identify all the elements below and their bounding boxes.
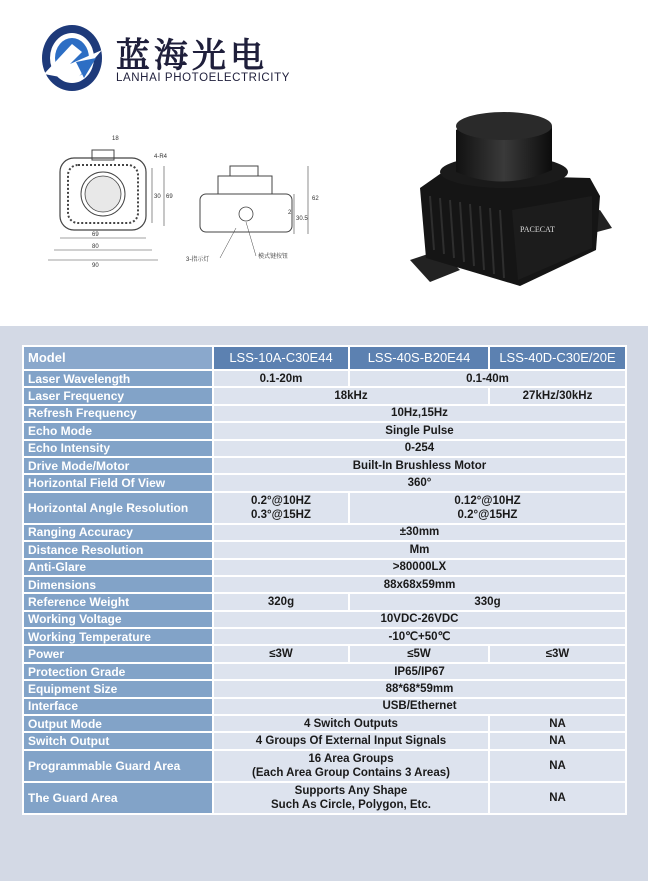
row-label: Horizontal Angle Resolution: [23, 492, 213, 524]
row-label: Output Mode: [23, 715, 213, 732]
cell: [213, 492, 349, 524]
row-label: Working Temperature: [23, 628, 213, 645]
table-header-row: [23, 346, 626, 370]
row-label: Power: [23, 645, 213, 662]
cell: Mm: [213, 541, 626, 558]
cell: IP65/IP67: [213, 663, 626, 680]
cell: [349, 492, 626, 524]
cell: 4 Switch Outputs: [213, 715, 489, 732]
table-row: [23, 541, 626, 558]
cell: USB/Ethernet: [213, 698, 626, 715]
dim-label: 62: [312, 196, 319, 202]
cell: 0-254: [213, 440, 626, 457]
spec-table: [22, 345, 627, 815]
table-row: [23, 750, 626, 782]
cell: 0.1-40m: [349, 370, 626, 387]
product-image: [400, 100, 620, 300]
cell: ≤5W: [349, 645, 489, 662]
product-label: PACECAT: [520, 225, 555, 234]
table-row: [23, 559, 626, 576]
cell-line: 0.12°@10HZ: [454, 494, 521, 507]
cell: ≤3W: [213, 645, 349, 662]
brand-name-cn: 蓝海光电: [116, 36, 268, 76]
table-row: [23, 524, 626, 541]
cell: 360°: [213, 474, 626, 491]
cell: 330g: [349, 593, 626, 610]
company-logo-icon: [36, 22, 108, 94]
cell: Built-In Brushless Motor: [213, 457, 626, 474]
cell: NA: [489, 782, 626, 814]
row-label: Distance Resolution: [23, 541, 213, 558]
dim-label: 90: [92, 263, 99, 269]
row-label: Protection Grade: [23, 663, 213, 680]
table-row: [23, 492, 626, 524]
cell: 27kHz/30kHz: [489, 387, 626, 404]
table-row: [23, 680, 626, 697]
dim-label: 30: [154, 194, 161, 200]
row-label: Refresh Frequency: [23, 405, 213, 422]
technical-drawing: [40, 128, 380, 288]
cell: ±30mm: [213, 524, 626, 541]
cell: 4 Groups Of External Input Signals: [213, 732, 489, 749]
table-row: [23, 405, 626, 422]
dim-label: 80: [92, 244, 99, 250]
cell-line: 0.2°@10HZ: [251, 494, 311, 507]
cell: >80000LX: [213, 559, 626, 576]
table-row: [23, 698, 626, 715]
table-row: [23, 440, 626, 457]
cell: 88*68*59mm: [213, 680, 626, 697]
table-row: [23, 628, 626, 645]
cell-line: 16 Area Groups: [308, 752, 394, 765]
cell: 320g: [213, 593, 349, 610]
cell: NA: [489, 732, 626, 749]
cell: NA: [489, 750, 626, 782]
cell-line: Such As Circle, Polygon, Etc.: [271, 798, 431, 811]
table-row: [23, 457, 626, 474]
row-label: Ranging Accuracy: [23, 524, 213, 541]
header-model-2: LSS-40S-B20E44: [349, 346, 489, 370]
table-row: [23, 370, 626, 387]
row-label: Interface: [23, 698, 213, 715]
row-label: Anti-Glare: [23, 559, 213, 576]
dim-label: 4-R4: [154, 154, 168, 160]
table-row: [23, 422, 626, 439]
header-model-3: LSS-40D-C30E/20E: [489, 346, 626, 370]
table-row: [23, 474, 626, 491]
cell: NA: [489, 715, 626, 732]
row-label: Programmable Guard Area: [23, 750, 213, 782]
cell-line: 0.3°@15HZ: [251, 508, 311, 521]
table-row: [23, 611, 626, 628]
cell: 10VDC-26VDC: [213, 611, 626, 628]
row-label: Horizontal Field Of View: [23, 474, 213, 491]
cell: 88x68x59mm: [213, 576, 626, 593]
dim-label: 69: [92, 232, 99, 238]
table-row: [23, 782, 626, 814]
cell: 0.1-20m: [213, 370, 349, 387]
dim-label: 18: [112, 136, 119, 142]
cell: Single Pulse: [213, 422, 626, 439]
row-label: The Guard Area: [23, 782, 213, 814]
header-model-1: LSS-10A-C30E44: [213, 346, 349, 370]
cell-line: 0.2°@15HZ: [457, 508, 518, 521]
row-label: Laser Wavelength: [23, 370, 213, 387]
row-label: Drive Mode/Motor: [23, 457, 213, 474]
dim-label: 69: [166, 194, 173, 200]
cell: -10℃+50℃: [213, 628, 626, 645]
row-label: Reference Weight: [23, 593, 213, 610]
row-label: Equipment Size: [23, 680, 213, 697]
table-row: [23, 732, 626, 749]
drawing-note: 3-指示灯: [186, 257, 210, 263]
cell-line: (Each Area Group Contains 3 Areas): [252, 766, 450, 779]
cell: [213, 782, 489, 814]
row-label: Working Voltage: [23, 611, 213, 628]
table-row: [23, 576, 626, 593]
table-row: [23, 645, 626, 662]
row-label: Laser Frequency: [23, 387, 213, 404]
row-label: Echo Intensity: [23, 440, 213, 457]
table-row: [23, 663, 626, 680]
header-model: Model: [23, 346, 213, 370]
brand-name-en: LANHAI PHOTOELECTRICITY: [116, 72, 290, 84]
cell: 10Hz,15Hz: [213, 405, 626, 422]
table-row: [23, 715, 626, 732]
dim-label: 2: [288, 210, 292, 216]
row-label: Echo Mode: [23, 422, 213, 439]
row-label: Switch Output: [23, 732, 213, 749]
cell: ≤3W: [489, 645, 626, 662]
dim-label: 30.5: [296, 216, 308, 222]
drawing-note: 模式键按钮: [258, 254, 289, 260]
cell-line: Supports Any Shape: [294, 784, 408, 797]
row-label: Dimensions: [23, 576, 213, 593]
table-row: [23, 593, 626, 610]
cell: [213, 750, 489, 782]
cell: 18kHz: [213, 387, 489, 404]
table-row: [23, 387, 626, 404]
